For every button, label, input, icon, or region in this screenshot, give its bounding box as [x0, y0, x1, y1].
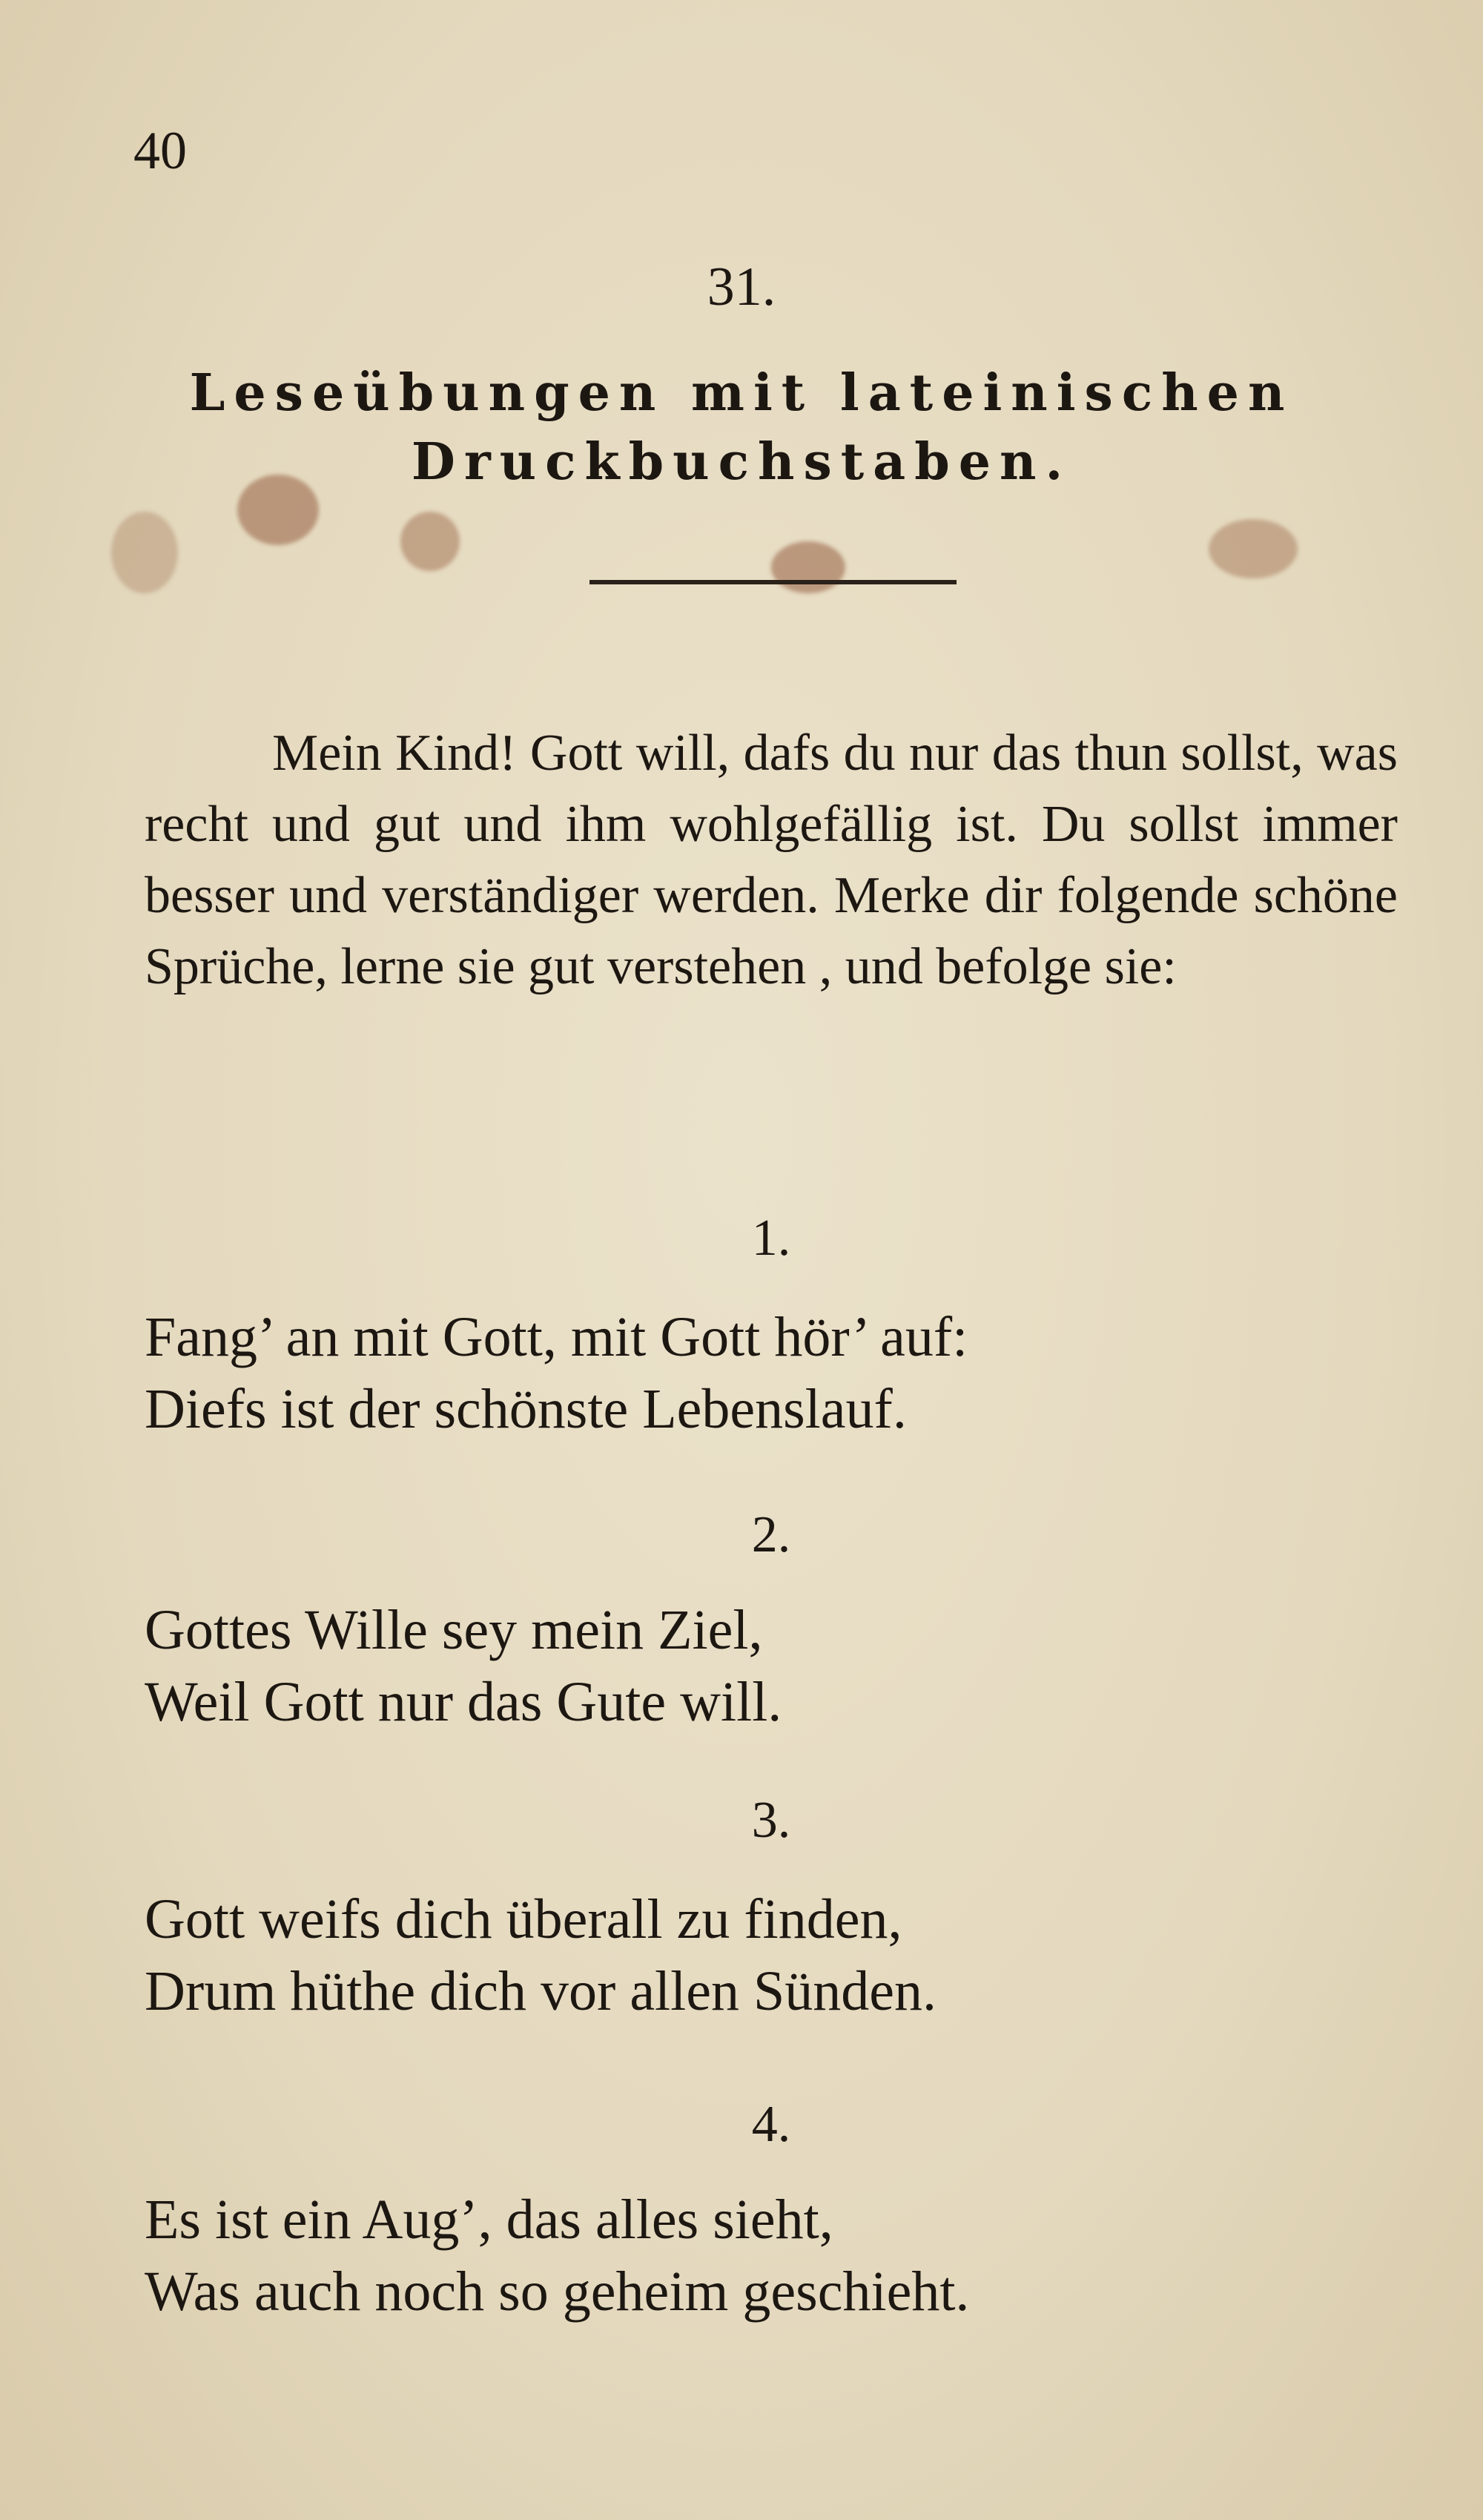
verse-line: Drum hüthe dich vor allen Sünden.	[145, 1960, 937, 2022]
page-number: 40	[133, 121, 187, 180]
verse-line: Diefs ist der schönste Lebenslauf.	[145, 1378, 907, 1440]
section-title-line-2: Druckbuchstaben.	[411, 432, 1072, 492]
verse-number: 4.	[751, 2096, 791, 2153]
verse-number: 3.	[751, 1792, 791, 1849]
intro-paragraph: Mein Kind! Gott will, dafs du nur das thun sollst, was recht und gut und ihm wohlgefällig ist. Du sollst immer besser und verständiger werden. Merke dir folgende schöne Sprüche, lerne sie gut verstehen , und befolge sie:	[145, 725, 1398, 995]
verse-line: Fang’ an mit Gott, mit Gott hör’ auf:	[145, 1306, 968, 1368]
verse-number: 1.	[751, 1210, 791, 1267]
verse-line: Gott weifs dich überall zu finden,	[145, 1888, 902, 1950]
ink-stain	[771, 541, 845, 593]
verse-line: Gottes Wille sey mein Ziel,	[145, 1599, 763, 1661]
section-number: 31.	[707, 257, 776, 317]
verse-number: 2.	[751, 1506, 791, 1563]
ink-stain	[1209, 519, 1298, 578]
section-title-line-1: Leseübungen mit lateinischen	[189, 363, 1294, 423]
ink-stain	[400, 512, 460, 571]
verse-line: Es ist ein Aug’, das alles sieht,	[145, 2188, 833, 2251]
title-divider	[589, 580, 957, 584]
verse-line: Was auch noch so geheim geschieht.	[145, 2260, 970, 2323]
verse-line: Weil Gott nur das Gute will.	[145, 1671, 782, 1733]
ink-stain	[111, 512, 178, 593]
